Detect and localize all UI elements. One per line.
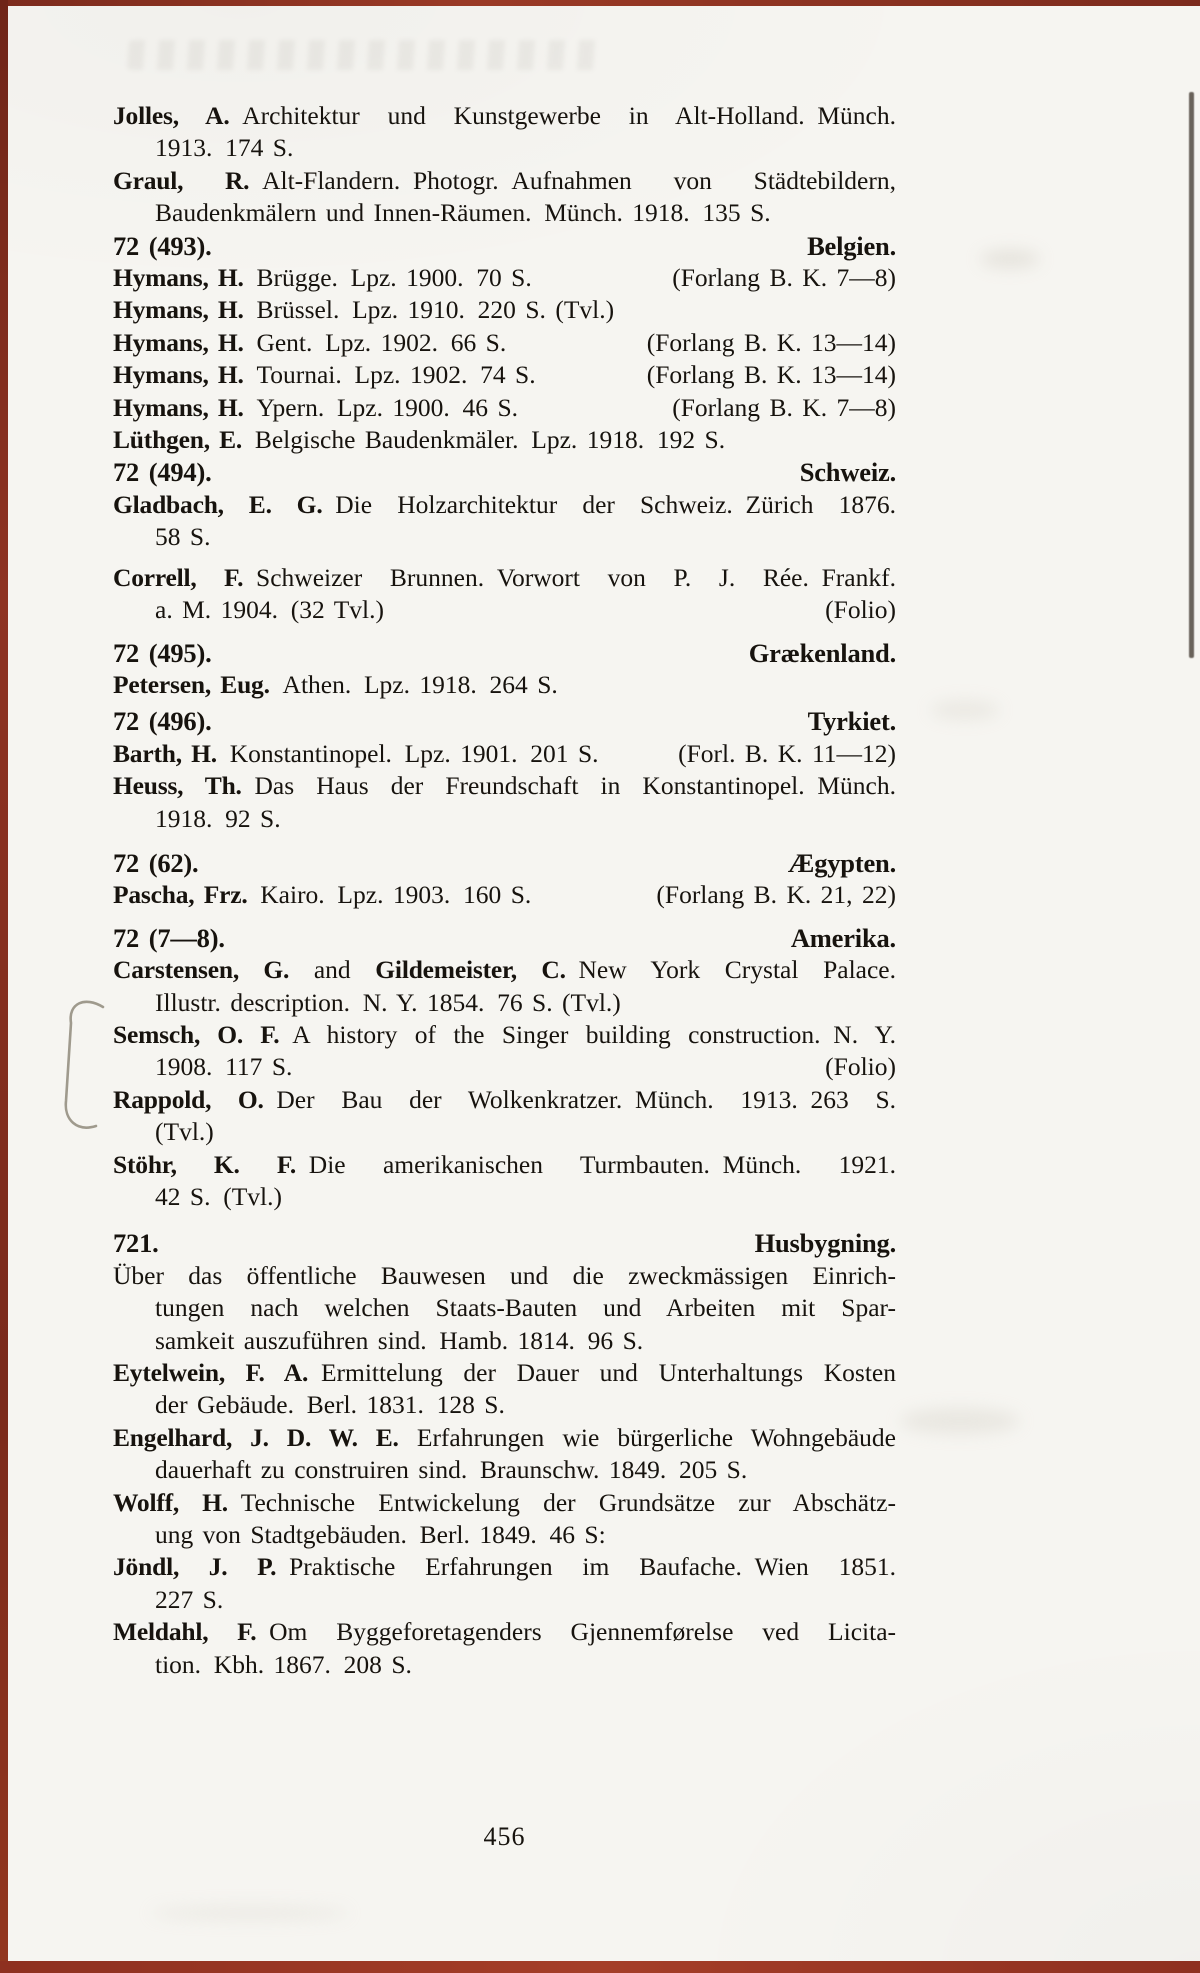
author-name: Jolles, A.	[113, 101, 230, 130]
text-line	[113, 1551, 896, 1583]
entry-text: dauerhaft zu construiren sind. Braunschw. 1849. 205 S.	[155, 1455, 748, 1485]
author-name: Hymans, H.	[113, 392, 244, 422]
entry-semsch	[113, 1019, 896, 1084]
line-left-part	[113, 879, 531, 911]
entry-text: 227 S.	[155, 1584, 224, 1614]
text-line	[113, 1616, 896, 1648]
text-line	[113, 562, 896, 594]
text-line	[113, 1149, 896, 1181]
entry-text: Erfahrungen wie bürgerliche Wohngebäude	[398, 1422, 896, 1452]
section-number: 721.	[113, 1228, 159, 1259]
entry-eytelwein	[113, 1357, 896, 1422]
reference-note: (Forl. B. K. 11—12)	[678, 738, 896, 768]
entry-heuss	[113, 770, 896, 835]
scan-edge-top	[0, 0, 1200, 6]
text-line	[113, 1454, 896, 1486]
text-line	[113, 594, 896, 626]
section-heading-row	[113, 230, 896, 262]
entry-text: Athen. Lpz. 1918. 264 S.	[269, 669, 558, 699]
author-name: Jöndl, J. P.	[113, 1552, 277, 1582]
section-72-495	[113, 637, 896, 669]
entry-text: Ypern. Lpz. 1900. 46 S.	[243, 392, 519, 422]
entry-text: Die amerikanischen Turmbauten. Münch. 1921.	[296, 1149, 896, 1179]
text-line	[113, 100, 896, 132]
author-name: Graul, R.	[113, 165, 250, 195]
entry-wolff	[113, 1487, 896, 1552]
scan-edge-right-shadow	[1189, 92, 1194, 658]
entry-hymans-brussel	[113, 294, 896, 326]
text-line	[113, 359, 896, 391]
section-72-494	[113, 456, 896, 488]
section-heading-row	[113, 456, 896, 488]
entry-text: Praktische Erfahrungen im Baufache. Wien 1851.	[276, 1552, 896, 1582]
entry-text: New York Crystal Palace.	[565, 955, 896, 985]
section-heading-row	[113, 847, 896, 879]
entry-jolles	[113, 100, 896, 165]
text-line	[113, 262, 896, 294]
text-line	[113, 738, 896, 770]
text-line	[113, 879, 896, 911]
text-line	[113, 197, 896, 229]
section-72-493	[113, 230, 896, 262]
paper-smudge	[980, 250, 1040, 268]
line-left-part	[113, 262, 532, 294]
entry-text: Baudenkmälern und Innen-Räumen. Münch. 1918. 135 S.	[155, 198, 771, 228]
text-line	[113, 1116, 896, 1148]
section-number: 72 (62).	[113, 847, 199, 878]
reference-note: (Forlang B. K. 7—8)	[672, 263, 896, 293]
entry-text: Schweizer Brunnen. Vorwort von P. J. Rée. Frankf.	[243, 562, 896, 592]
entry-text: Kairo. Lpz. 1903. 160 S.	[247, 880, 532, 910]
section-country-heading: Schweiz.	[799, 457, 896, 488]
text-line	[113, 1357, 896, 1389]
author-name: Gladbach, E. G.	[113, 489, 323, 519]
entry-correll	[113, 562, 896, 627]
line-left-part	[155, 1051, 292, 1083]
entry-text: Illustr. description. N. Y. 1854. 76 S. (Tvl.)	[155, 987, 621, 1017]
entry-text: a. M. 1904. (32 Tvl.)	[155, 595, 384, 625]
text-line	[113, 392, 896, 424]
section-country-heading: Tyrkiet.	[807, 706, 896, 737]
author-name: Semsch, O. F.	[113, 1019, 280, 1049]
entry-meldahl	[113, 1616, 896, 1681]
entry-text: Tournai. Lpz. 1902. 74 S.	[243, 360, 536, 390]
text-line	[113, 770, 896, 802]
entry-text: 42 S. (Tvl.)	[155, 1182, 283, 1211]
paper-smudge	[150, 1905, 350, 1921]
entry-text: Technische Entwickelung der Grundsätze zur Abschätz-	[227, 1487, 896, 1517]
section-72-7-8	[113, 922, 896, 954]
entry-text: Ermittelung der Dauer und Unterhaltungs Kosten	[308, 1358, 896, 1388]
entry-text: 1918. 92 S.	[155, 803, 281, 833]
entry-hymans-ypern	[113, 392, 896, 424]
author-name: Hymans, H.	[113, 263, 244, 293]
section-heading-row	[113, 705, 896, 737]
text-line	[113, 1487, 896, 1519]
line-left-part	[113, 922, 225, 954]
line-left-part	[113, 705, 212, 737]
entry-text: Die Holzarchitektur der Schweiz. Zürich 1876.	[322, 489, 896, 519]
section-country-heading: Husbygning.	[754, 1228, 896, 1259]
entry-hymans-brugge	[113, 262, 896, 294]
entry-text: samkeit auszuführen sind. Hamb. 1814. 96 S.	[155, 1325, 644, 1355]
section-number: 72 (496).	[113, 706, 212, 737]
author-name: Meldahl, F.	[113, 1617, 257, 1647]
entry-barth	[113, 738, 896, 770]
section-country-heading: Ægypten.	[787, 847, 896, 878]
line-left-part	[113, 847, 198, 879]
text-line	[113, 327, 896, 359]
author-name: Pascha, Frz.	[113, 880, 248, 910]
author-name: Heuss, Th.	[113, 771, 242, 801]
entry-pascha	[113, 879, 896, 911]
entry-text: ung von Stadtgebäuden. Berl. 1849. 46 S:	[155, 1520, 606, 1550]
entry-text: Konstantinopel. Lpz. 1901. 201 S.	[216, 738, 599, 768]
author-name: Lüthgen, E.	[113, 425, 243, 455]
entry-petersen	[113, 669, 896, 701]
section-72-496	[113, 705, 896, 737]
text-line	[113, 165, 896, 197]
author-name: Carstensen, G.	[113, 955, 290, 985]
entry-text: 1913. 174 S.	[155, 133, 294, 163]
author-name: Barth, H.	[113, 738, 217, 768]
line-left-part	[155, 594, 384, 626]
section-72-62	[113, 847, 896, 879]
handwritten-margin-bracket	[55, 995, 125, 1145]
reference-note: (Forlang B. K. 13—14)	[646, 327, 896, 357]
text-line	[113, 803, 896, 835]
author-name: Rappold, O.	[113, 1084, 264, 1114]
text-line	[113, 424, 896, 456]
bibliography-text-block	[113, 100, 896, 1681]
text-line	[113, 132, 896, 164]
section-country-heading: Belgien.	[807, 230, 896, 261]
section-number: 72 (494).	[113, 457, 212, 488]
entry-hymans-tournai	[113, 359, 896, 391]
text-line	[113, 521, 896, 553]
entry-text: (Tvl.)	[155, 1117, 214, 1147]
section-heading-row	[113, 637, 896, 669]
entry-text: tion. Kbh. 1867. 208 S.	[155, 1649, 412, 1679]
text-line	[113, 1649, 896, 1681]
section-number: 72 (495).	[113, 637, 212, 668]
author-name: Gildemeister, C.	[375, 955, 566, 985]
entry-text: Gent. Lpz. 1902. 66 S.	[243, 327, 507, 357]
entry-text: tungen nach welchen Staats-Bauten und Arbeiten mit Spar-	[155, 1293, 896, 1323]
entry-text: Om Byggeforetagenders Gjennemførelse ved Licita-	[256, 1617, 896, 1647]
bleed-through-mark	[127, 40, 599, 70]
text-line	[113, 987, 896, 1019]
text-line	[113, 954, 896, 986]
entry-joendl	[113, 1551, 896, 1616]
entry-text: and	[289, 955, 376, 985]
page-number: 456	[483, 1822, 526, 1851]
section-heading-row	[113, 1227, 896, 1259]
paper-smudge	[900, 1408, 1020, 1434]
entry-engelhard	[113, 1422, 896, 1487]
author-name: Hymans, H.	[113, 327, 244, 357]
line-left-part	[113, 327, 506, 359]
line-left-part	[113, 359, 536, 391]
scan-edge-left	[0, 0, 8, 1973]
text-line	[113, 1260, 896, 1292]
entry-text: Der Bau der Wolkenkratzer. Münch. 1913. 263 S.	[263, 1084, 896, 1114]
entry-gladbach	[113, 489, 896, 554]
entry-luthgen	[113, 424, 896, 456]
section-heading-row	[113, 922, 896, 954]
text-line	[113, 1389, 896, 1421]
reference-note: (Forlang B. K. 13—14)	[646, 360, 896, 390]
text-line	[113, 489, 896, 521]
entry-rappold	[113, 1084, 896, 1149]
author-name: Hymans, H.	[113, 295, 244, 325]
entry-text: der Gebäude. Berl. 1831. 128 S.	[155, 1390, 505, 1420]
reference-note: (Folio)	[825, 1052, 896, 1082]
paper-smudge	[930, 700, 1000, 720]
entry-text: Über das öffentliche Bauwesen und die zweckmässigen Einrich-	[113, 1260, 896, 1290]
text-line	[113, 294, 896, 326]
author-name: Petersen, Eug.	[113, 669, 270, 699]
text-line	[113, 1422, 896, 1454]
entry-text: 1908. 117 S.	[155, 1052, 293, 1082]
author-name: Engelhard, J. D. W. E.	[113, 1422, 399, 1452]
reference-note: (Forlang B. K. 7—8)	[672, 392, 896, 422]
entry-ueber-bauwesen	[113, 1260, 896, 1357]
text-line	[113, 1019, 896, 1051]
entry-text: Alt-Flandern. Photogr. Aufnahmen von Städtebildern,	[249, 165, 896, 195]
scan-edge-bottom	[0, 1961, 1200, 1973]
entry-stohr	[113, 1149, 896, 1214]
line-left-part	[113, 637, 212, 669]
text-line	[113, 1181, 896, 1213]
entry-graul	[113, 165, 896, 230]
text-line	[113, 1584, 896, 1616]
section-country-heading: Grækenland.	[748, 637, 896, 668]
entry-text: Belgische Baudenkmäler. Lpz. 1918. 192 S.	[242, 425, 726, 455]
text-line	[113, 1084, 896, 1116]
line-left-part	[113, 392, 518, 424]
author-name: Eytelwein, F. A.	[113, 1358, 309, 1388]
entry-carstensen-gildemeister	[113, 954, 896, 1019]
entry-text: 58 S.	[155, 522, 211, 552]
line-left-part	[113, 456, 212, 488]
entry-text: Brügge. Lpz. 1900. 70 S.	[243, 263, 532, 293]
author-name: Stöhr, K. F.	[113, 1149, 297, 1179]
section-721	[113, 1227, 896, 1259]
line-left-part	[113, 738, 599, 770]
reference-note: (Forlang B. K. 21, 22)	[656, 880, 896, 910]
author-name: Correll, F.	[113, 562, 244, 592]
line-left-part	[113, 1227, 159, 1259]
section-number: 72 (493).	[113, 230, 212, 261]
entry-hymans-gent	[113, 327, 896, 359]
text-line	[113, 1292, 896, 1324]
author-name: Wolff, H.	[113, 1487, 228, 1517]
section-country-heading: Amerika.	[790, 922, 896, 953]
entry-text: Architektur und Kunstgewerbe in Alt-Holland. Münch.	[229, 101, 897, 130]
reference-note: (Folio)	[825, 595, 896, 625]
text-line	[113, 1051, 896, 1083]
entry-text: A history of the Singer building construction. N. Y.	[279, 1019, 896, 1049]
entry-text: Brüssel. Lpz. 1910. 220 S. (Tvl.)	[243, 295, 615, 325]
line-left-part	[113, 230, 212, 262]
text-line	[113, 1519, 896, 1551]
entry-text: Das Haus der Freundschaft in Konstantinopel. Münch.	[241, 771, 896, 801]
text-line	[113, 669, 896, 701]
author-name: Hymans, H.	[113, 360, 244, 390]
section-number: 72 (7—8).	[113, 922, 225, 953]
text-line	[113, 1325, 896, 1357]
